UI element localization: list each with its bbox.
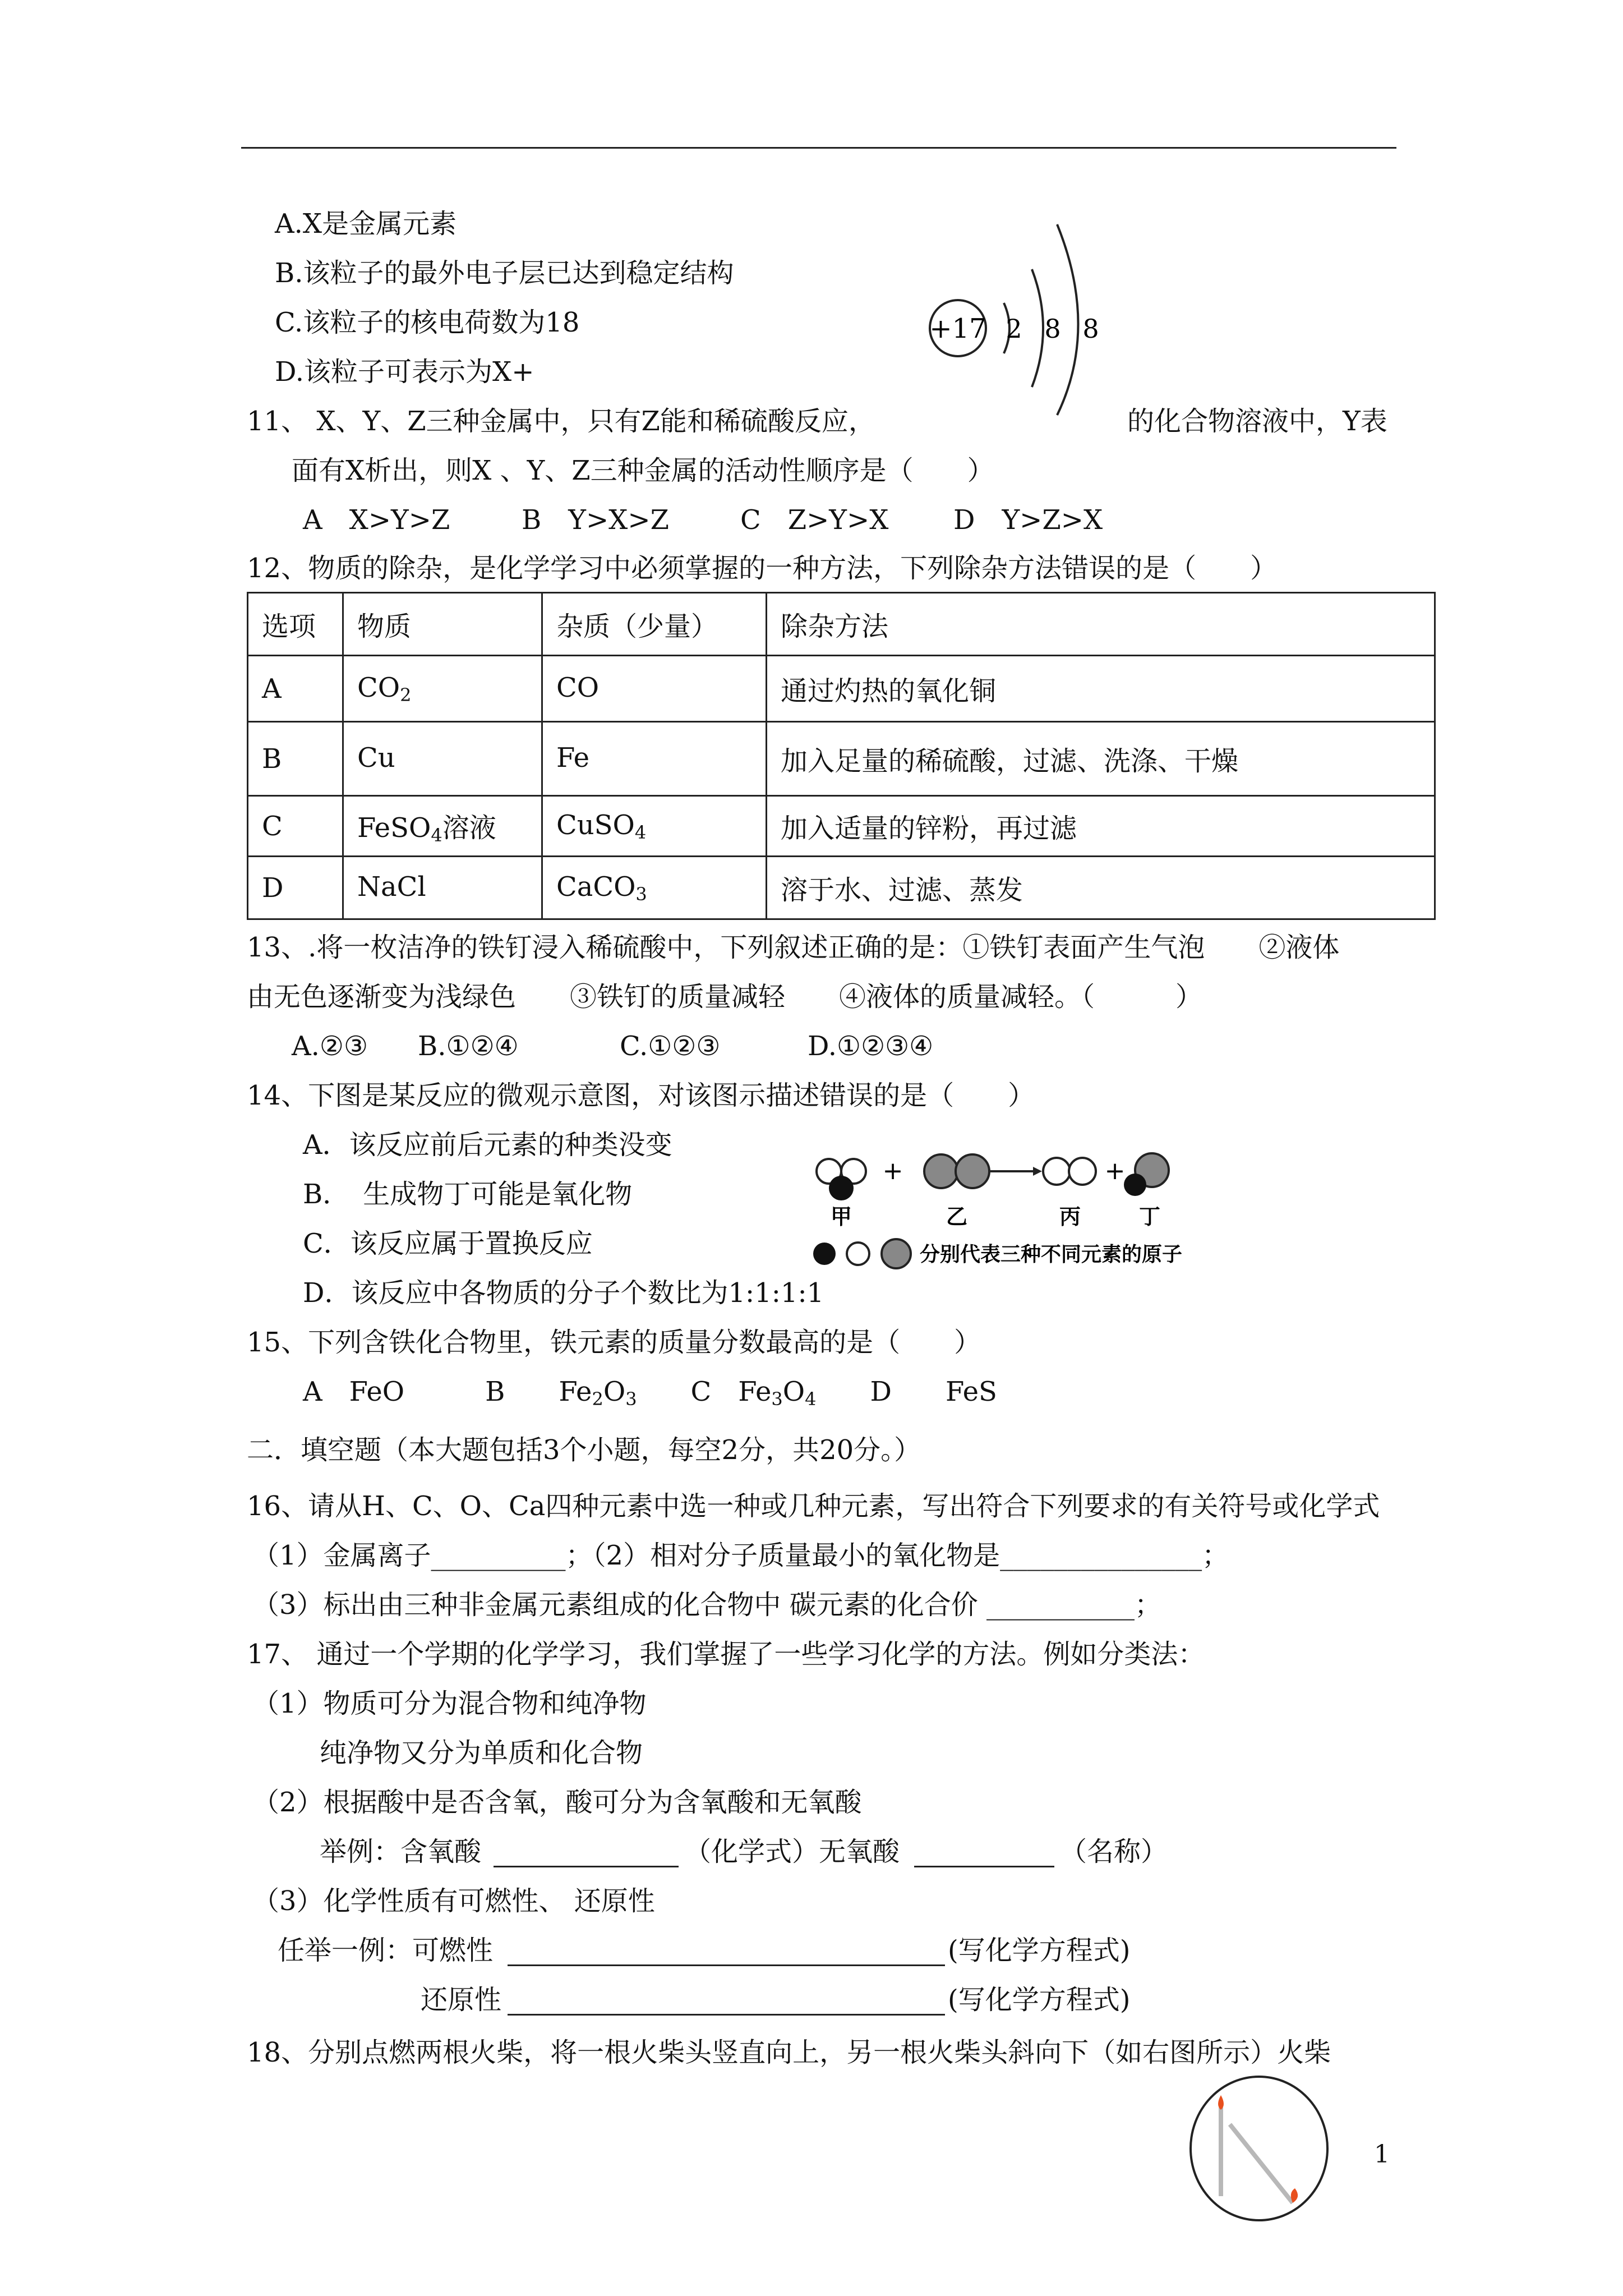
q10-option-c: C.该粒子的核电荷数为18 <box>275 307 580 338</box>
diagram-label-ding: 丁 <box>1138 1204 1161 1229</box>
q14-stem: 14、下图是某反应的微观示意图，对该图示描述错误的是（ ） <box>247 1080 1035 1111</box>
table-cell <box>343 796 542 857</box>
formula-subscript: 3 <box>635 883 647 905</box>
q17-line5: （3）化学性质有可燃性、 还原性 <box>252 1885 655 1917</box>
formula: NaCl <box>357 871 426 903</box>
table-cell: 加入足量的稀硫酸，过滤、洗涤、干燥 <box>767 722 1435 796</box>
table-cell: C <box>248 796 343 857</box>
q14-option-b: B． 生成物丁可能是氧化物 <box>303 1179 633 1210</box>
formula-suffix: 溶液 <box>442 812 496 844</box>
table-cell: D <box>248 857 343 919</box>
q11-option-a: A X>Y>Z <box>303 504 450 536</box>
table-cell: B <box>248 722 343 796</box>
q11-line1-b: 的化合物溶液中，Y表 <box>1127 406 1387 437</box>
q17-line1: （1）物质可分为混合物和纯净物 <box>252 1688 647 1719</box>
q11-option-d: D Y>Z>X <box>953 504 1103 536</box>
table-cell <box>542 722 767 796</box>
q12-stem: 12、物质的除杂，是化学学习中必须掌握的一种方法，下列除杂方法错误的是（ ） <box>247 553 1278 584</box>
shell-2-label: 8 <box>1044 314 1061 344</box>
matches-illustration <box>1186 2073 1332 2224</box>
q13-option-d: D.①②③④ <box>808 1030 934 1062</box>
q13-option-b: B.①②④ <box>418 1030 519 1062</box>
q13-line1: 13、.将一枚洁净的铁钉浸入稀硫酸中，下列叙述正确的是：①铁钉表面产生气泡 ②液体 <box>247 932 1340 963</box>
table-header-cell: 物质 <box>343 593 542 656</box>
q15-stem: 15、下列含铁化合物里，铁元素的质量分数最高的是（ ） <box>247 1327 981 1358</box>
q10-option-d: D.该粒子可表示为X+ <box>275 356 534 388</box>
table-row <box>248 857 1435 919</box>
formula: CaCO <box>556 871 636 903</box>
q11-line1-a: 11、 X、Y、Z三种金属中，只有Z能和稀硫酸反应， <box>247 406 875 437</box>
reaction-micro-diagram <box>802 1139 1251 1273</box>
q14-option-d: D．该反应中各物质的分子个数比为1:1:1:1 <box>303 1277 824 1309</box>
q10-option-b: B.该粒子的最外电子层已达到稳定结构 <box>275 257 734 289</box>
q15-options: A FeO B $Fe_2O_3$ C $Fe_3O_4$ D FeS <box>303 1376 997 1410</box>
formula: CO <box>556 671 600 703</box>
blank-line <box>508 2014 945 2016</box>
formula-subscript: 4 <box>431 825 442 846</box>
q17-stem: 17、 通过一个学期的化学学习，我们掌握了一些学习化学的方法。例如分类法： <box>247 1639 1205 1670</box>
q17-example-anaerobic-label: （化学式）无氧酸 <box>684 1836 900 1867</box>
q14-option-c: C．该反应属于置换反应 <box>303 1228 593 1259</box>
formula-subscript: 2 <box>400 684 412 706</box>
q16-line1: （1）金属离子__________；（2）相对分子质量最小的氧化物是_______________； <box>252 1540 1229 1571</box>
table-cell <box>343 722 542 796</box>
table-row <box>248 656 1435 722</box>
table-cell: 溶于水、过滤、蒸发 <box>767 857 1435 919</box>
q16-line2: （3）标出由三种非金属元素组成的化合物中 碳元素的化合价 ___________； <box>252 1589 1162 1621</box>
q11-option-b: B Y>X>Z <box>522 504 669 536</box>
page-number: 1 <box>1374 2140 1390 2169</box>
q17-combustible-hint: (写化学方程式) <box>948 1935 1131 1966</box>
q13-option-a: A.②③ <box>292 1030 368 1062</box>
q11-option-c: C Z>Y>X <box>740 504 889 536</box>
q13-option-c: C.①②③ <box>620 1030 721 1062</box>
formula: Fe <box>556 742 590 774</box>
diagram-label-yi: 乙 <box>946 1204 968 1229</box>
table-header-cell: 除杂方法 <box>767 593 1435 656</box>
q17-combustible-label: 任举一例：可燃性 <box>278 1935 494 1966</box>
q16-stem: 16、请从H、C、O、Ca四种元素中选一种或几种元素，写出符合下列要求的有关符号或化学式 <box>247 1490 1380 1522</box>
q14-option-a: A．该反应前后元素的种类没变 <box>303 1129 672 1161</box>
table-cell <box>343 857 542 919</box>
diagram-label-bing: 丙 <box>1059 1204 1081 1229</box>
table-cell: A <box>248 656 343 722</box>
q17-example-name-label: （名称） <box>1060 1836 1168 1867</box>
q13-line2: 由无色逐渐变为浅绿色 ③铁钉的质量减轻 ④液体的质量减轻。（ ） <box>247 981 1203 1013</box>
table-header-cell: 杂质（少量） <box>542 593 767 656</box>
blank-line <box>914 1866 1054 1867</box>
q17-reducing-label: 还原性 <box>421 1984 502 2016</box>
q11-line2: 面有X析出，则X 、Y、Z三种金属的活动性顺序是（ ） <box>292 455 994 486</box>
table-header-cell: 选项 <box>248 593 343 656</box>
blank-line <box>494 1866 679 1867</box>
q17-reducing-hint: (写化学方程式) <box>948 1984 1131 2016</box>
q17-line2: 纯净物又分为单质和化合物 <box>320 1737 643 1769</box>
formula: CuSO <box>556 809 635 841</box>
diagram-legend: 分别代表三种不同元素的原子 <box>920 1243 1183 1266</box>
table-cell: 通过灼热的氧化铜 <box>767 656 1435 722</box>
formula: FeSO <box>357 812 431 844</box>
table-cell <box>542 857 767 919</box>
diagram-label-jia: 甲 <box>830 1204 852 1229</box>
shell-1-label: 2 <box>1006 314 1022 344</box>
q18-stem: 18、分别点燃两根火柴，将一根火柴头竖直向上，另一根火柴头斜向下（如右图所示）火柴 <box>247 2037 1331 2068</box>
header-rule <box>241 147 1396 149</box>
q10-option-a: A.X是金属元素 <box>275 208 457 240</box>
table-cell: 加入适量的锌粉，再过滤 <box>767 796 1435 857</box>
formula-subscript: 4 <box>634 821 647 843</box>
table-row <box>248 722 1435 796</box>
table-cell <box>343 656 542 722</box>
q17-line3: （2）根据酸中是否含氧，酸可分为含氧酸和无氧酸 <box>252 1787 862 1818</box>
atom-structure-diagram <box>920 213 1110 421</box>
svg-text:+: + <box>882 1157 903 1185</box>
table-header-row <box>248 593 1435 656</box>
svg-text:+: + <box>1104 1157 1126 1185</box>
q12-table <box>247 592 1436 920</box>
formula: CO <box>357 671 400 703</box>
atom-nucleus-label: +17 <box>929 313 986 344</box>
table-row <box>248 796 1435 857</box>
table-cell <box>542 656 767 722</box>
shell-3-label: 8 <box>1082 314 1099 344</box>
blank-line <box>508 1964 945 1966</box>
formula: Cu <box>357 742 395 774</box>
q17-example-oxyacid-label: 举例：含氧酸 <box>320 1836 482 1867</box>
section-2-title: 二．填空题（本大题包括3个小题，每空2分，共20分。） <box>247 1434 921 1466</box>
table-cell <box>542 796 767 857</box>
